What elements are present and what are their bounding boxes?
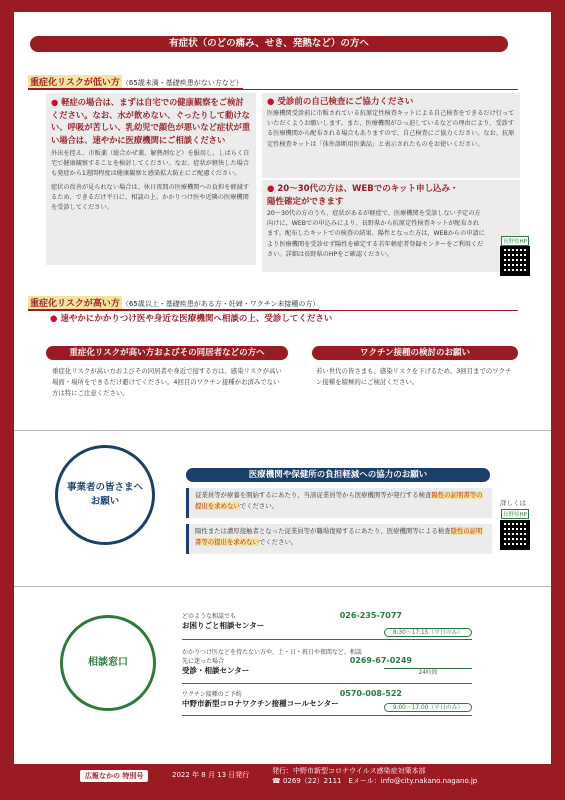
high-risk-title: 重症化リスクが高い方 bbox=[28, 296, 122, 309]
family-text: 重症化リスクが高い方およびその同居者や身近で接する方は、感染リスクが高い場面・場所をできるだけ避けてください。4回目のワクチン接種がお済みでない方は特にご注意ください。 bbox=[52, 367, 282, 397]
footer bbox=[0, 764, 565, 800]
business-qr-code-icon[interactable] bbox=[500, 520, 530, 550]
high-risk-instruction: ● 速やかにかかりつけ医や身近な医療機関へ相談の上、受診してください bbox=[50, 314, 333, 324]
self-test-body: 医療機関受診前に市販されている抗原定性検査キットによる自己検査をできるだけ行っていただくようお願いします。また、医療機関がひっ迫しているなどの理由により、受診する医療機関から配布される場合もありますので、自己検査にご協力ください。なお、抗原定性検査キットは「体外診断用医薬品」と表示されたものをお使いください。 bbox=[267, 110, 515, 148]
contact-name-2: 受診・相談センター bbox=[182, 666, 250, 675]
self-test-title: ● 受診前の自己検査にご協力ください bbox=[267, 97, 414, 107]
contact-phone-2[interactable]: 0269-67-0249 bbox=[349, 656, 412, 665]
vaccine-pill: ワクチン接種の検討のお願い bbox=[312, 346, 518, 360]
web-kit-title: ● 20～30代の方は、WEBでのキット申し込み・陽性確定ができます bbox=[267, 184, 459, 207]
contact-name-1: お困りごと相談センター bbox=[182, 621, 265, 630]
detail-label: 詳しくは bbox=[500, 499, 526, 507]
business-circle: 事業者の皆さまへ お願い bbox=[55, 445, 155, 545]
low-risk-rule bbox=[28, 89, 518, 90]
contact-row-3 bbox=[182, 690, 472, 716]
high-risk-subtitle: （65歳以上・基礎疾患がある方・妊婦・ワクチン未接種の方） bbox=[121, 300, 320, 308]
issue-date: 2022 年 8 月 13 日発行 bbox=[172, 771, 250, 779]
home-observation-body1: 外出を控え、市販薬（総合かぜ薬、解熱剤など）を服用し、しばらく自宅で健康観察することを検討してください。なお、症状が軽快した場合も発症から1週間程度は健康観察と感染拡大防止にご配慮ください。 bbox=[51, 150, 250, 178]
contact-hours-3: 9:00～17:00（平日のみ） bbox=[384, 703, 472, 712]
consult-circle: 相談窓口 bbox=[60, 615, 156, 711]
business-box-negative: 陽性または濃厚接触者となった従業員等が職場復帰するにあたり、医療機関等による検査陰性の証明書等の提出を求めないでください。 bbox=[186, 524, 492, 554]
home-observation-card bbox=[46, 93, 256, 265]
newsletter-badge: 広報なかの 特別号 bbox=[80, 770, 148, 782]
symptomatic-banner: 有症状（のどの痛み、せき、発熱など）の方へ bbox=[30, 36, 508, 52]
publisher-name: 発行：中野市新型コロナウイルス感染症対策本部 bbox=[272, 767, 426, 775]
contact-row-2 bbox=[182, 648, 472, 684]
self-test-card bbox=[262, 93, 520, 178]
vaccine-text: 若い世代の皆さまも、感染リスクを下げるため、3回目までのワクチン接種を積極的にご検討ください。 bbox=[316, 367, 512, 386]
contact-name-3: 中野市新型コロナワクチン接種コールセンター bbox=[182, 699, 339, 708]
section-divider-2 bbox=[14, 586, 551, 587]
home-observation-body2: 症状の改善が見られない場合は、休日夜間の医療機関への負担を軽減するため、できるだけ平日に、相談の上、かかりつけ医や近隣の医療機関を受診してください。 bbox=[51, 183, 249, 212]
contact-note-3: ワクチン接種のご予約 bbox=[182, 691, 242, 698]
section-divider bbox=[14, 430, 551, 431]
contact-hours-1: 8:30～17:15（平日のみ） bbox=[384, 628, 472, 637]
business-box-positive: 従業員等が療養を開始するにあたり、当該従業員等から医療機関等が発行する検査陽性の証明書等の提出を求めないでください。 bbox=[186, 488, 492, 518]
home-observation-title: ● 軽症の場合は、まずは自宅での健康観察をご検討ください。なお、水が飲めない、ぐったりして動けない、呼吸が苦しい、乳幼児で顔色が悪いなど症状が重い場合は、速やかに医療機関にご相談ください bbox=[51, 97, 251, 145]
contact-note-1: どのような相談でも bbox=[182, 613, 237, 620]
low-risk-title: 重症化リスクが低い方 bbox=[28, 75, 122, 88]
web-kit-card bbox=[262, 180, 520, 272]
qr-code-icon[interactable] bbox=[500, 246, 530, 276]
web-kit-body: 20～30代の方のうち、症状があるが軽症で、医療機関を受診しない予定の方向けに、WEBでの申込みにより、長野県から抗原定性検査キットが配布されます。配布したキットでの検査の結果、陽性となった方は、WEBからの申請により医療機関を受診せず陽性を確定する若年軽症者登録センターをご利用ください。詳細は長野県のHPをご確認ください。 bbox=[267, 210, 485, 258]
contact-phone-3[interactable]: 0570-008-522 bbox=[339, 689, 402, 698]
contact-phone-1[interactable]: 026-235-7077 bbox=[339, 611, 402, 620]
publisher-contact[interactable]: ☎ 0269（22）2111 Eメール：info@city.nakano.nagano.jp bbox=[272, 777, 478, 785]
low-risk-heading bbox=[28, 75, 243, 89]
publisher-info bbox=[272, 766, 477, 786]
contact-hours-2: 24時間 bbox=[384, 668, 472, 677]
contact-row-1 bbox=[182, 612, 472, 640]
high-risk-heading bbox=[28, 296, 319, 310]
high-risk-rule bbox=[28, 310, 518, 311]
nagano-hp-label: 長野県HP bbox=[501, 236, 529, 246]
business-nagano-hp-label: 長野県HP bbox=[501, 509, 529, 519]
family-pill: 重症化リスクが高い方およびその同居者などの方へ bbox=[46, 346, 288, 360]
low-risk-subtitle: （65歳未満・基礎疾患がない方など） bbox=[121, 79, 243, 87]
business-pill: 医療機関や保健所の負担軽減への協力のお願い bbox=[186, 468, 490, 482]
contact-note-2: かかりつけ医などを持たない方や、土・日・祝日や夜間など、相談先に迷った場合 bbox=[182, 649, 362, 665]
